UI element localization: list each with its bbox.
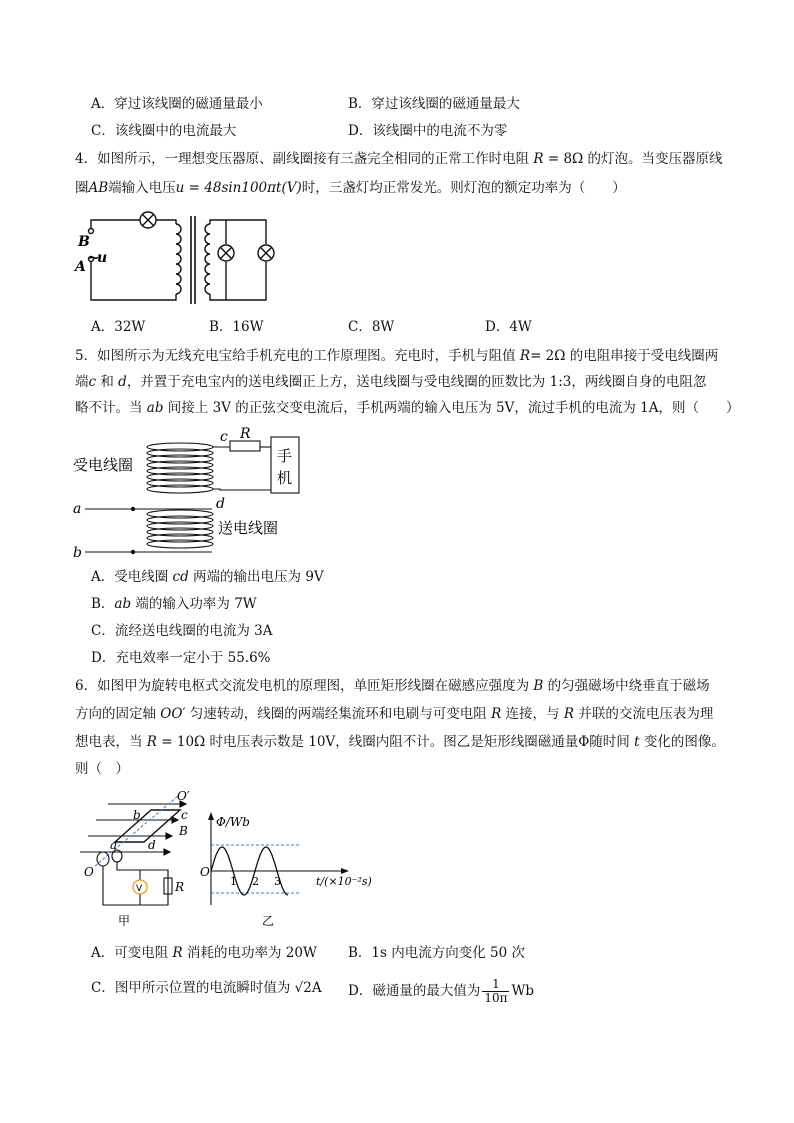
q5-stem-text: 和 bbox=[96, 374, 119, 390]
q6-fraction-num: 1 bbox=[482, 978, 509, 992]
q6-stem-text: 6．如图甲为旋转电枢式交流发电机的原理图，单匝矩形线圈在磁感应强度为 bbox=[75, 678, 534, 694]
q5-phone-label-1: 手 bbox=[277, 447, 293, 465]
q4-label-b: B bbox=[78, 234, 90, 250]
q6-voltmeter-label: V bbox=[136, 884, 143, 894]
q6-opt-text: 消耗的电功率为 20W bbox=[182, 945, 317, 961]
q6-opt-unit: Wb bbox=[511, 983, 535, 999]
q5-opt-text: A．受电线圈 bbox=[91, 569, 173, 585]
q4-var-r: R bbox=[533, 151, 544, 167]
q6-label-c: c bbox=[181, 808, 188, 822]
q5-receiving-coil-label: 受电线圈 bbox=[73, 456, 134, 474]
q5-option-d[interactable]: D．充电效率一定小于 55.6% bbox=[91, 650, 271, 666]
q5-var-c: c bbox=[88, 374, 97, 390]
q5-opt-var: ab bbox=[114, 596, 132, 612]
q6-option-a[interactable] bbox=[91, 943, 317, 963]
q6-opt-text: A．可变电阻 bbox=[91, 945, 173, 961]
q4-stem-text: 时，三盏灯均正常发光。则灯泡的额定功率为（ ） bbox=[301, 180, 626, 196]
q6-stem-line4: 则（ ） bbox=[75, 761, 129, 777]
q4-voltage-formula: u = 48sin100πt(V) bbox=[175, 180, 302, 196]
x-tick-label-1: 1 bbox=[230, 875, 237, 888]
q5-option-c[interactable]: C．流经送电线圈的电流为 3A bbox=[91, 623, 273, 639]
q6-label-d: d bbox=[148, 838, 156, 852]
q6-fraction-den: 10π bbox=[484, 991, 508, 1005]
q5-stem-text: 端 bbox=[75, 374, 89, 390]
q5-label-a: a bbox=[73, 501, 82, 517]
x-axis-arrow bbox=[341, 868, 349, 874]
q6-caption-yi: 乙 bbox=[262, 914, 275, 928]
q6-stem-text: 匀速转动，线圈的两端经集流环和电刷与可变电阻 bbox=[185, 706, 492, 722]
q6-option-b[interactable]: B．1s 内电流方向变化 50 次 bbox=[348, 945, 525, 961]
q6-var-r: R bbox=[491, 706, 502, 722]
q6-stem-text: 的匀强磁场中绕垂直于磁场 bbox=[543, 678, 710, 694]
q5-opt-text: B． bbox=[91, 596, 115, 612]
q3-option-d[interactable]: D．该线圈中的电流不为零 bbox=[348, 123, 508, 139]
q5-label-r: R bbox=[240, 426, 251, 442]
q5-stem-text: 5．如图所示为无线充电宝给手机充电的工作原理图。充电时，手机与阻值 bbox=[75, 348, 520, 364]
q6-caption-jia: 甲 bbox=[118, 914, 131, 928]
q5-label-d: d bbox=[216, 496, 225, 512]
q6-stem-text: 变化的图像。 bbox=[639, 734, 725, 750]
chart-x-label: t/(×10⁻²s) bbox=[316, 875, 372, 888]
q4-label-u: u bbox=[97, 250, 108, 266]
q5-stem-text: 间接上 3V 的正弦交变电流后，手机两端的输入电压为 5V，流过手机的电流为 1A，则（ ） bbox=[163, 400, 740, 416]
chart-origin-label: O bbox=[200, 865, 210, 879]
q4-label-a: A bbox=[75, 259, 86, 275]
q6-var-r: R bbox=[146, 734, 157, 750]
q5-opt-var: cd bbox=[172, 569, 189, 585]
q4-resistance: = 8Ω 的灯泡。当变压器原线 bbox=[543, 151, 723, 167]
q5-var-d: d bbox=[118, 374, 127, 390]
x-tick-label-2: 2 bbox=[252, 875, 259, 888]
q3-option-a[interactable]: A．穿过该线圈的磁通量最小 bbox=[91, 96, 263, 112]
q5-label-c: c bbox=[220, 429, 228, 445]
y-axis-arrow bbox=[208, 812, 214, 820]
q5-stem-text: ，并置于充电宝内的送电线圈正上方，送电线圈与受电线圈的匝数比为 1:3，两线圈自身的电阻忽 bbox=[126, 374, 707, 390]
q6-option-c[interactable] bbox=[91, 978, 322, 998]
q4-option-a[interactable]: A．32W bbox=[91, 319, 146, 335]
q6-stem-text: 连接，与 bbox=[501, 706, 564, 722]
q4-stem-text: 4．如图所示，一理想变压器原、副线圈接有三盏完全相同的正常工作时电阻 bbox=[75, 151, 534, 167]
q6-stem-text: 方向的固定轴 bbox=[75, 706, 161, 722]
q6-var-t: t bbox=[634, 734, 640, 750]
q5-sending-coil-label: 送电线圈 bbox=[218, 519, 279, 537]
q6-label-r: R bbox=[175, 880, 185, 894]
q5-var-ab: ab bbox=[146, 400, 164, 416]
chart-y-label: Φ/Wb bbox=[216, 815, 250, 829]
q5-phone-label-2: 机 bbox=[277, 469, 293, 487]
q6-label-b-small: b bbox=[133, 808, 141, 822]
q6-label-field-b: B bbox=[179, 824, 188, 838]
q6-label-a: a bbox=[110, 838, 118, 852]
q4-label-tilde: ~ bbox=[88, 250, 100, 266]
q4-option-b[interactable]: B．16W bbox=[209, 319, 264, 335]
q3-option-c[interactable]: C．该线圈中的电流最大 bbox=[91, 123, 237, 139]
q6-stem-text: 想电表，当 bbox=[75, 734, 147, 750]
q4-stem-text: 端输入电压 bbox=[108, 180, 176, 196]
q4-option-d[interactable]: D．4W bbox=[485, 319, 532, 335]
q6-var-r: R bbox=[563, 706, 575, 722]
q5-label-b: b bbox=[73, 545, 82, 561]
q5-var-r: R bbox=[519, 348, 531, 364]
q5-stem-text: 略不计。当 bbox=[75, 400, 147, 416]
q6-opt-text: C．图甲所示位置的电流瞬时值为 bbox=[91, 980, 295, 996]
q6-var-oo: OO′ bbox=[160, 706, 186, 722]
q3-option-b[interactable]: B．穿过该线圈的磁通量最大 bbox=[348, 96, 520, 112]
q5-stem-text: = 2Ω 的电阻串接于受电线圈两 bbox=[530, 348, 719, 364]
q5-opt-text: 两端的输出电压为 9V bbox=[188, 569, 324, 585]
q6-opt-var: R bbox=[172, 945, 183, 961]
q6-var-b: B bbox=[533, 678, 544, 694]
q6-stem-text: = 10Ω 时电压表示数是 10V，线圈内阻不计。图乙是矩形线圈磁通量Φ随时间 bbox=[156, 734, 635, 750]
q4-stem-text: 圈 bbox=[75, 180, 89, 196]
q6-label-o: O bbox=[84, 865, 94, 879]
q6-stem-text: 并联的交流电压表为理 bbox=[574, 706, 714, 722]
q6-fraction bbox=[482, 978, 509, 1005]
q6-opt-text: D．磁通量的最大值为 bbox=[348, 983, 481, 999]
q6-opt-value: √2A bbox=[294, 980, 322, 996]
q6-label-o-prime: O′ bbox=[177, 789, 190, 803]
x-tick-label-3: 3 bbox=[274, 875, 281, 888]
q4-option-c[interactable]: C．8W bbox=[348, 319, 395, 335]
q6-option-d[interactable] bbox=[348, 978, 534, 1005]
q4-var-ab: AB bbox=[88, 180, 109, 196]
q5-opt-text: 端的输入功率为 7W bbox=[131, 596, 257, 612]
